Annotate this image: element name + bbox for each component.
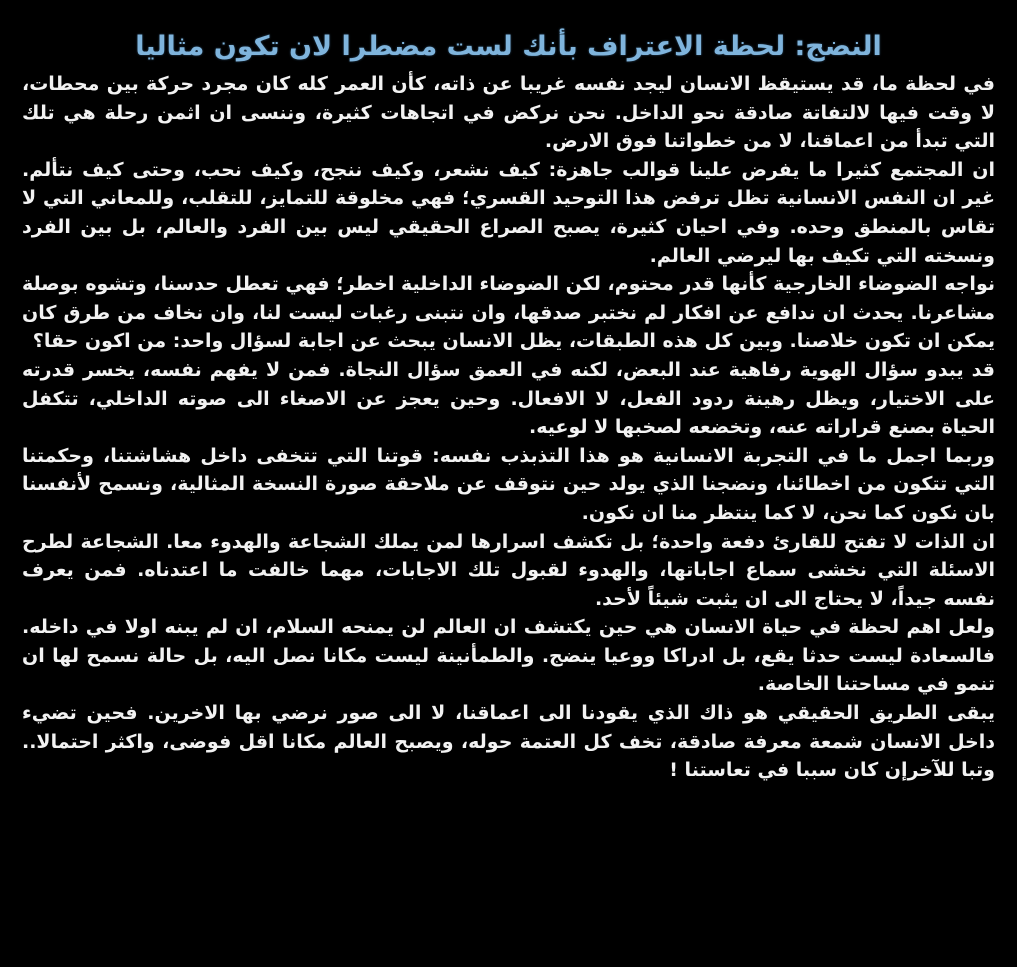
paragraph-6: ان الذات لا تفتح للقارئ دفعة واحدة؛ بل تكشف اسرارها لمن يملك الشجاعة والهدوء معا. الشجاعة لطرح الاسئلة التي نخشى سماع اجاباتها، والهدوء لقبول تلك الاجابات، مهما خالفت ما اعتدناه. فمن يعرف نفسه جيداً، لا يحتاج الى ان يثبت شيئاً لأحد. (22, 530, 995, 610)
document-body (22, 70, 995, 785)
paragraph-5: وربما اجمل ما في التجربة الانسانية هو هذا التذبذب نفسه: قوتنا التي تتخفى داخل هشاشتنا، وحكمتنا التي تتكون من اخطائنا، ونضجنا الذي يولد حين نتوقف عن ملاحقة صورة النسخة المثالية، ونسمح لأنفسنا بان نكون كما نحن، لا كما ينتظر منا ان نكون. (22, 444, 995, 524)
document-title: النضج: لحظة الاعتراف بأنك لست مضطرا لان تكون مثاليا (135, 31, 882, 62)
paragraph-4: قد يبدو سؤال الهوية رفاهية عند البعض، لكنه في العمق سؤال النجاة. فمن لا يفهم نفسه، يخسر قدرته على الاختيار، ويظل رهينة ردود الفعل، لا الافعال. وحين يعجز عن الاصغاء الى صوته الداخلي، تتكفل الحياة بصنع قراراته عنه، وتخضعه لصخبها لا لوعيه. (22, 358, 995, 439)
paragraph-1: في لحظة ما، قد يستيقظ الانسان ليجد نفسه غريبا عن ذاته، كأن العمر كله كان مجرد حركة بين محطات، لا وقت فيها لالتفاتة صادقة نحو الداخل. نحن نركض في اتجاهات كثيرة، وننسى ان اثمن رحلة هي تلك التي تبدأ من اعماقنا، لا من خطواتنا فوق الارض. (22, 73, 995, 153)
paragraph-3: نواجه الضوضاء الخارجية كأنها قدر محتوم، لكن الضوضاء الداخلية اخطر؛ فهي تعطل حدسنا، وتشوه بوصلة مشاعرنا. يحدث ان ندافع عن افكار لم نختبر صدقها، وان نتبنى رغبات ليست لنا، وان نخاف من طرق كان يمكن ان تكون خلاصنا. وبين كل هذه الطبقات، يظل الانسان يبحث عن اجابة لسؤال واحد: من اكون حقا؟ (22, 273, 995, 353)
paragraph-7: ولعل اهم لحظة في حياة الانسان هي حين يكتشف ان العالم لن يمنحه السلام، ان لم يبنه اولا في داخله. فالسعادة ليست حدثا يقع، بل ادراكا ووعيا ينضج. والطمأنينة ليست مكانا نصل اليه، بل حالة نسمح لها ان تنمو في مساحتنا الخاصة. (22, 616, 995, 696)
paragraph-8: يبقى الطريق الحقيقي هو ذاك الذي يقودنا الى اعماقنا، لا الى صور نرضي بها الاخرين. فحين تضيء داخل الانسان شمعة معرفة صادقة، تخف كل العتمة حوله، ويصبح العالم مكانا اقل فوضى، واكثر احتمالا.. وتبا للآخرإن كان سببا في تعاستنا ! (22, 702, 995, 782)
paragraph-2: ان المجتمع كثيرا ما يفرض علينا قوالب جاهزة: كيف نشعر، وكيف ننجح، وكيف نحب، وحتى كيف نتألم. غير ان النفس الانسانية تظل ترفض هذا التوحيد القسري؛ فهي مخلوقة للتمايز، للتقلب، وللمعاني التي لا تقاس بالمنطق وحده. وفي احيان كثيرة، يصبح الصراع الحقيقي ليس بين الفرد والعالم، بل بين الفرد ونسخته التي تكيف بها ليرضي العالم. (22, 158, 995, 267)
